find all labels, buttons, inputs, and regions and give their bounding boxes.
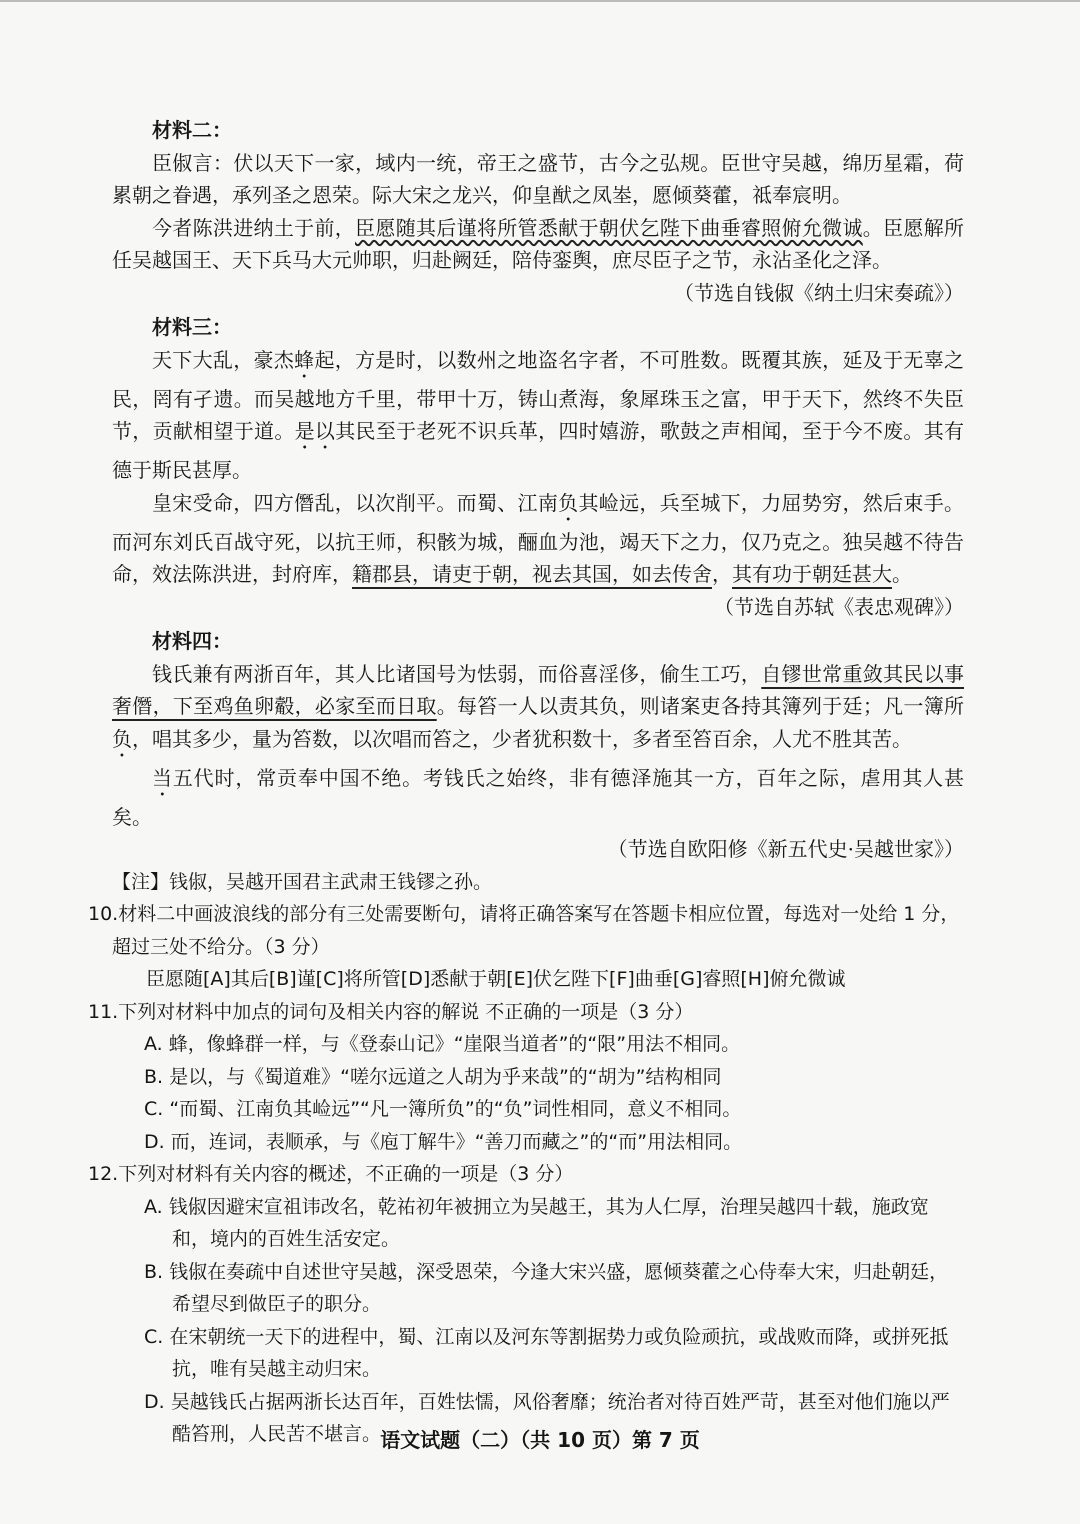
text-span: ，唱其多少，量为笞数，以次唱而笞之，少者犹积数十，多者至笞百余，人尤不胜其苦。 [132,726,912,751]
question-12-stem: 12.下列对材料有关内容的概述，不正确的一项是（3 分） [88,1163,574,1185]
question-10-stem: 10.材料二中画波浪线的部分有三处需要断句，请将正确答案写在答题卡相应位置，每选对一处给 1 分，超过三处不给分。（3 分） [88,903,960,958]
exam-page [88,112,965,1451]
text-span: 。 [892,562,912,586]
material-three-source: （节选自苏轼《表忠观碑》） [714,594,964,619]
dotted-word: 是以 [294,419,336,443]
question-11 [88,996,964,1159]
material-three [112,311,964,623]
text-span: 五代时，常贡奉中国不绝。考钱氏之始终，非有德泽施其一方，百年之际，虐用其人甚矣。 [112,765,965,829]
scan-top-edge [0,0,1080,2]
question-11-option-b: B. 是以，与《蜀道难》“嗟尔远道之人胡为乎来哉”的“胡为”结构相同 [144,1065,722,1088]
question-11-stem: 11.下列对材料中加点的词句及相关内容的解说 不正确的一项是（3 分） [88,1000,694,1023]
underlined-passage: 自镠世常重敛其民以事奢僭，下至鸡鱼卵觳，必家至而日取 [112,661,965,718]
material-four-heading: 材料四： [152,629,232,653]
underlined-passage: 籍郡县，请吏于朝，视去其国，如去传舍 [352,562,712,586]
dotted-word: 蜂 [294,347,315,372]
underlined-passage: 其有功于朝廷甚大 [732,562,892,586]
material-two-source: （节选自钱俶《纳土归宋奏疏》） [674,280,964,305]
text-span: ， [712,562,732,586]
material-four [112,625,964,866]
material-four-paragraph-1 [112,658,964,762]
question-12-option-d: D. 吴越钱氏占据两浙长达百年，百姓怯懦，风俗奢靡；统治者对待百姓严苛，甚至对他们施以严酷笞刑，人民苦不堪言。 [144,1390,950,1445]
dotted-word: 负 [112,726,132,751]
annotation-note: 【注】钱俶，吴越开国君主武肃王钱镠之孙。 [112,870,493,893]
material-three-paragraph-2 [112,487,964,591]
material-four-source: （节选自欧阳修《新五代史·吴越世家》） [607,837,964,861]
text-span: 起，方是时，以数州之地盗名字者，不可胜数。既覆其族，延及于无辜之民，罔有孑遗。而吴越地方千里，带甲十万，铸山煮海，象犀珠玉之富，甲于天下，然终不失臣节，贡献相望于道。 [112,347,965,443]
material-two-paragraph-2 [112,212,964,277]
text-span: 。臣愿解所任吴越国王、天下兵马大元帅职，归赴阙廷，陪侍銮舆，庶尽臣子之节，永沾圣化之泽。 [112,215,965,272]
text-span: 今者陈洪进纳土于前， [152,215,356,240]
material-three-heading: 材料三： [152,315,232,339]
text-span: 天下大乱，豪杰 [152,347,295,372]
question-11-option-a: A. 蜂，像蜂群一样，与《登泰山记》“崖限当道者”的“限”用法不相同。 [144,1033,741,1055]
material-two [112,114,964,309]
material-two-paragraph-1: 臣俶言：伏以天下一家，域内一统，帝王之盛节，古今之弘规。臣世守吴越，绵历星霜，荷累朝之眷遇，承列圣之恩荣。际大宋之龙兴，仰皇猷之凤峚，愿倾葵藿，祗奉宸明。 [112,150,964,207]
text-span: 钱氏兼有两浙百年，其人比诸国号为怯弱，而俗喜淫侈，偷生工巧， [152,661,762,686]
dotted-word: 当 [152,765,173,790]
question-10 [88,898,964,996]
question-12 [88,1158,964,1451]
text-span: 。每笞一人以责其负，则诸案吏各持其簿列于廷；凡一簿所 [436,694,965,718]
wavy-underlined-passage: 臣愿随其后谨将所管悉献于朝伏乞陛下曲垂睿照俯允微诚 [355,215,863,240]
material-two-heading: 材料二： [152,118,232,142]
dotted-word: 负 [558,490,579,515]
question-12-option-a: A. 钱俶因避宋宣祖讳改名，乾祐初年被拥立为吴越王，其为人仁厚，治理吴越四十载，施政宽和，境内的百姓生活安定。 [144,1195,929,1250]
question-12-option-b: B. 钱俶在奏疏中自述世守吴越，深受恩荣，今逢大宋兴盛，愿倾葵藿之心侍奉大宋，归赴朝廷，希望尽到做臣子的职分。 [144,1260,949,1315]
material-four-paragraph-2 [112,762,964,834]
material-three-paragraph-1 [112,344,964,487]
question-11-option-d: D. 而，连词，表顺承，与《庖丁解牛》“善刀而藏之”的“而”用法相同。 [144,1130,743,1153]
question-10-sentence: 臣愿随[A]其后[B]谨[C]将所管[D]悉献于朝[E]伏乞陛下[F]曲垂[G]睿照[H]俯允微诚 [146,968,846,990]
text-span: 其崄远，兵至城下，力屈势穷，然后束手。而河东刘氏百战守死，以抗王师，积骸为城，酾血为池，竭天下之力，仅乃克之。独吴越不待告命，效法陈洪进，封府库， [112,490,965,586]
page-footer: 语文试题（二）（共 10 页）第 7 页 [380,1428,700,1452]
question-12-option-c: C. 在宋朝统一天下的进程中，蜀、江南以及河东等割据势力或负险顽抗，或战败而降，或拼死抵抗，唯有吴越主动归宋。 [144,1325,949,1380]
question-11-option-c: C. “而蜀、江南负其崄远”“凡一簿所负”的“负”词性相同，意义不相同。 [144,1098,742,1120]
text-span: 皇宋受命，四方僭乱，以次削平。而蜀、江南 [152,490,559,515]
text-span: 其民至于老死不识兵革，四时嬉游，歌鼓之声相闻，至于今不废。其有德于斯民甚厚。 [112,419,965,482]
